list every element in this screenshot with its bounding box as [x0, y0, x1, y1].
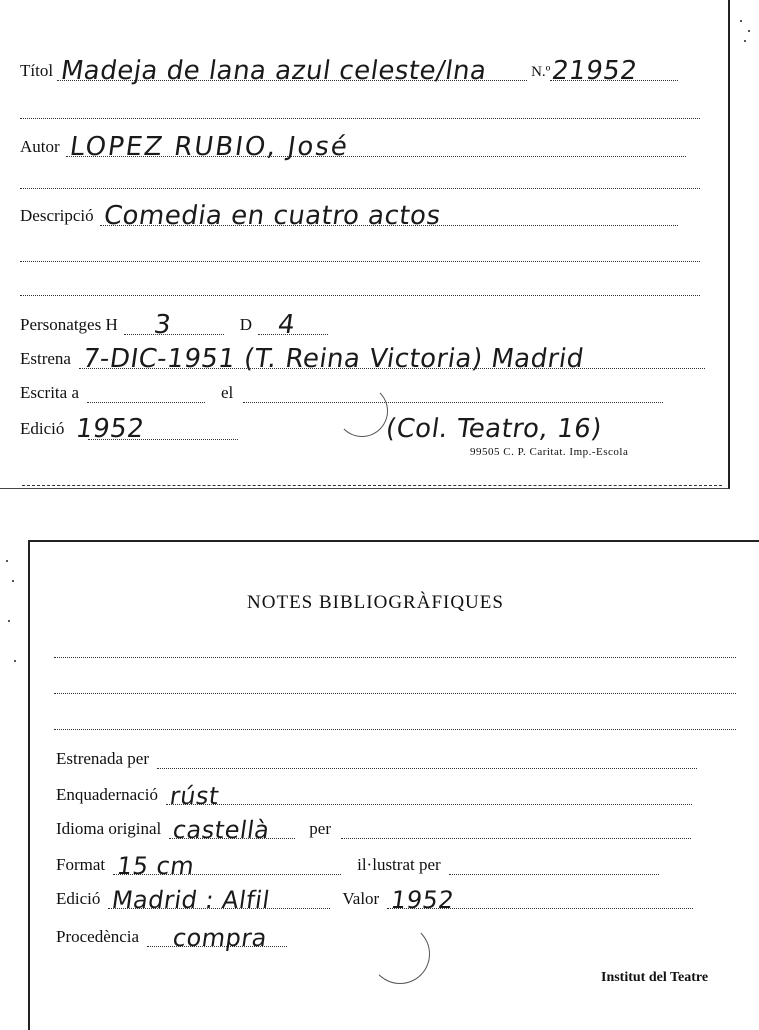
edicio-label: Edició — [20, 419, 65, 438]
scan-speck — [8, 620, 10, 622]
numero-value: 21952 — [550, 56, 640, 86]
format-field — [113, 852, 341, 880]
procedencia-row — [56, 924, 287, 952]
estrena-label: Estrena — [20, 349, 71, 368]
catalog-card-front — [0, 0, 730, 489]
descripcio-extra-line-1 — [20, 260, 700, 262]
procedencia-label: Procedència — [56, 927, 140, 946]
personatges-h-field — [124, 310, 224, 340]
estrena-row — [20, 344, 705, 374]
procedencia-value: compra — [171, 924, 270, 952]
enquadernacio-row — [56, 782, 692, 810]
back-edicio-field — [108, 886, 330, 914]
back-edicio-label: Edició — [56, 889, 101, 908]
escrita-label: Escrita a — [20, 383, 79, 402]
format-row — [56, 852, 659, 880]
scan-speck — [14, 660, 16, 662]
personatges-label: Personatges H — [20, 315, 118, 334]
idioma-value: castellà — [171, 816, 272, 844]
estrenada-label: Estrenada per — [56, 749, 149, 768]
idioma-field — [169, 816, 295, 844]
punch-hole-front — [336, 385, 388, 437]
printer-note: 99505 C. P. Caritat. Imp.-Escola — [470, 446, 629, 458]
notes-line-2 — [54, 692, 736, 694]
numero-field — [550, 56, 678, 86]
titol-label: Títol — [20, 61, 54, 80]
estrenada-row — [56, 746, 697, 769]
idioma-per-field — [341, 816, 691, 839]
descripcio-value: Comedia en cuatro actos — [101, 201, 443, 231]
front-bottom-edge — [22, 484, 722, 486]
format-label: Format — [56, 855, 106, 874]
autor-field — [66, 132, 686, 162]
procedencia-field — [147, 924, 287, 952]
el-label: el — [221, 383, 234, 402]
titol-row — [20, 56, 678, 86]
descripcio-extra-line-2 — [20, 294, 700, 296]
autor-extra-line — [20, 187, 700, 189]
personatges-h-value: 3 — [151, 310, 173, 340]
catalog-card-back — [28, 540, 759, 1030]
titol-value: Madeja de lana azul celeste/lna — [58, 56, 489, 86]
idioma-per-label: per — [309, 819, 331, 838]
autor-label: Autor — [20, 137, 60, 156]
personatges-row — [20, 310, 328, 340]
idioma-label: Idioma original — [56, 819, 162, 838]
edicio-value: 1952 — [74, 414, 147, 444]
scan-speck — [740, 20, 742, 22]
edicio-note: (Col. Teatro, 16) — [384, 414, 605, 444]
autor-value: LOPEZ RUBIO, José — [67, 132, 351, 162]
scan-speck — [12, 580, 14, 582]
back-edicio-row — [56, 886, 693, 914]
scan-speck — [744, 40, 746, 42]
notes-line-3 — [54, 728, 736, 730]
personatges-d-value: 4 — [275, 310, 298, 340]
el-field — [243, 380, 663, 403]
notes-title: NOTES BIBLIOGRÀFIQUES — [247, 592, 504, 613]
personatges-d-label: D — [239, 315, 253, 334]
valor-label: Valor — [342, 889, 380, 908]
illustrat-label: il·lustrat per — [357, 855, 441, 874]
punch-hole-back — [370, 924, 430, 984]
edicio-note-field — [382, 414, 672, 444]
enquadernacio-value: rúst — [167, 782, 221, 810]
numero-label: N.º — [531, 64, 551, 80]
valor-value: 1952 — [389, 886, 457, 914]
escrita-field — [87, 380, 205, 403]
estrenada-field — [157, 746, 697, 769]
enquadernacio-field — [166, 782, 692, 810]
edicio-dotline — [88, 438, 238, 440]
scan-speck — [748, 30, 750, 32]
estrena-field — [79, 344, 705, 374]
descripcio-label: Descripció — [20, 206, 94, 225]
titol-extra-line — [20, 117, 700, 119]
valor-field — [387, 886, 693, 914]
estrena-value: 7-DIC-1951 (T. Reina Victoria) Madrid — [80, 344, 586, 374]
format-value: 15 cm — [115, 852, 197, 880]
titol-field — [57, 56, 527, 86]
institut-footer: Institut del Teatre — [601, 970, 709, 985]
idioma-row — [56, 816, 691, 844]
back-edicio-value: Madrid : Alfil — [110, 886, 272, 914]
descripcio-row — [20, 201, 678, 231]
enquadernacio-label: Enquadernació — [56, 785, 158, 804]
scan-speck — [6, 560, 8, 562]
personatges-d-field — [258, 310, 328, 340]
illustrat-field — [449, 852, 659, 875]
descripcio-field — [100, 201, 678, 231]
autor-row — [20, 132, 686, 162]
notes-line-1 — [54, 656, 736, 658]
edicio-field — [72, 414, 342, 444]
